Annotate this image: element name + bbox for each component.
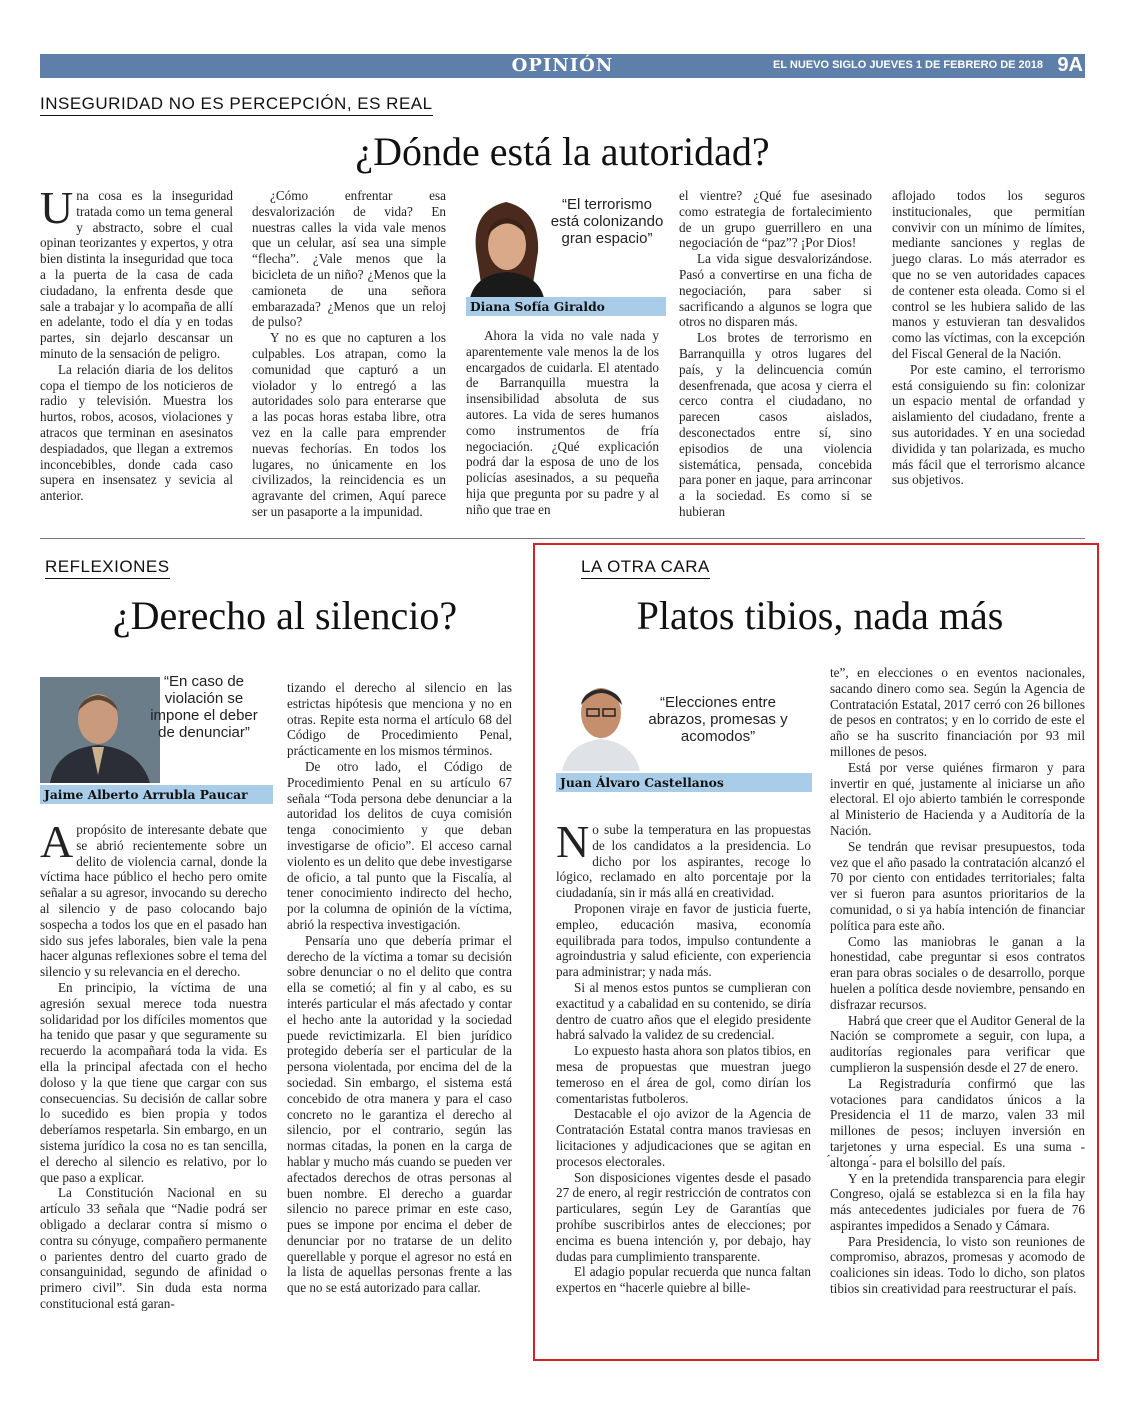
newspaper-date [773, 59, 1043, 71]
paragraph: ¿Cómo enfrentar esa desvalorización de vida? En nuestras calles la vida vale menos que un celular, así sea una simple “flecha”. ¿Vale menos que la bicicleta de un niño? ¿Menos que la camioneta de una señora embarazada? ¿Menos que un reloj de pulso? [252, 188, 446, 330]
paragraph: La relación diaria de los delitos copa el tiempo de los noticieros de radio y televisión. Muestra los hurtos, robos, acosos, violaciones y atracos que terminan en asesinatos despiadados, que llegan a extremos inconcebibles, donde cada caso supera en insensatez y sevicia al anterior. [40, 361, 233, 504]
paragraph: Pensaría uno que debería primar el derecho de la víctima a tomar su decisión sobre denunciar o no el delito que contra ella se cometió; al fin y al cabo, es su interés particular el más afectado y contar el hecho ante la autoridad y la sociedad puede revictimizarla. El bien jurídico protegido debería ser el particular de la persona violentada, por encima del de la sociedad. Sin embargo, el sistema está concebido de otra manera y para el caso concreto no le garantiza el derecho al silencio, por el contrario, según las normas citadas, la ponen en la carga de hablar y mucho más cuando se pueden ver afectados derechos de otras personas al buen nombre. El derecho a guardar silencio no parece primar en este caso, pues se impone por encima el deber de denunciar por no tratarse de un delito querellable y porque el agresor no está en la lista de aquellas personas frente a las que no se está autorizado para callar. [287, 932, 512, 1296]
portrait-illustration [466, 190, 548, 298]
paragraph: propósito de interesante debate que se abrió recientemente sobre un delito de violencia carnal, donde la víctima hace público el hecho pero omite señalar a su agresor, invocando su derecho al silencio y de paso colocando bajo sospecha a todos los que en el pasado han sido sus jefes laborales, bien vale la pena hacer algunas reflexiones sobre el tema del silencio y su relevancia en el derecho. [40, 822, 268, 980]
portrait-illustration [556, 673, 646, 771]
paragraph: La Constitución Nacional en su artículo 33 señala que “Nadie podrá ser obligado a declarar contra sí mismo o contra su cónyuge, compañero permanente o parientes dentro del cuarto grado de consanguinidad, segundo de afinidad o primero civil”. Sin duda esta norma constitucional está garan- [40, 1185, 267, 1311]
paragraph: Proponen viraje en favor de justicia fuerte, empleo, educación masiva, economía equilibrada para todos, impulso contundente a agroindustria y salud eficiente, con experiencia para administrar; y nada más. [556, 900, 811, 980]
author-photo-juan [556, 673, 646, 771]
article1-column-3 [466, 328, 659, 518]
article2-byline: Jaime Alberto Arrubla Paucar [40, 785, 273, 804]
article3-column-2 [830, 665, 1085, 1297]
paragraph: La Registraduría confirmó que las votaciones para candidatos únicos a la Presidencia el 11 de marzo, valen 33 mil millones de pesos; incluyen inversión en tarjetones y urna especial. Es una suma - ́altonga ́- para el bolsillo del país. [830, 1075, 1085, 1170]
paragraph: Son disposiciones vigentes desde el pasado 27 de enero, al regir restricción de contratos con particulares, según Ley de Garantías que prohíbe suscribirlos antes de elecciones; por encima es buena intención y, por debajo, hay dudas para cumplimiento transparente. [556, 1169, 811, 1264]
section-masthead [40, 54, 1085, 78]
paragraph: El adagio popular recuerda que nunca faltan expertos en “hacerle quiebre al bille- [556, 1264, 811, 1296]
article1-title: ¿Dónde está la autoridad? [355, 129, 770, 174]
paragraph: el vientre? ¿Qué fue asesinado como estrategia de fortalecimiento de un grupo guerrillero en una negociación de “paz”? ¡Por Dios! [679, 188, 872, 251]
paragraph: tizando el derecho al silencio en las estrictas hipótesis que menciona y no en otras. Repite esta norma el artículo 68 del Código de Procedimiento Penal, prácticamente en los mismos términos. [287, 680, 512, 759]
paragraph: En principio, la víctima de una agresión sexual merece toda nuestra solidaridad por los difíciles momentos que ha tenido que pasar y que seguramente su recuerdo la acompañará toda la vida. Es ella la principal afectada con el hecho doloso y la que tiene que cargar con sus consecuencias. Su decisión de callar sobre lo sucedido es bien propia y todos deberíamos respetarla. Sin embargo, en un sistema jurídico la cosa no es tan sencilla, el derecho al silencio es relativo, por lo que paso a explicar. [40, 979, 267, 1185]
newspaper-name: EL NUEVO SIGLO [773, 59, 867, 71]
article1-dropcap: U [40, 182, 74, 233]
article1-byline: Diana Sofía Giraldo [466, 297, 666, 316]
section-title: OPINIÓN [511, 55, 614, 76]
paragraph: Se tendrán que revisar presupuestos, toda vez que el año pasado la contratación alcanzó el 70 por ciento con entidades territoriales; falta ver si fueron para asuntos prioritarios de la comunidad, o si ya había intención de financiar política para este año. [830, 838, 1085, 933]
paragraph: o sube la temperatura en las propuestas de los candidatos a la presidencia. Lo dicho por los aspirantes, recoge lo lógico, reclamado en alto porcentaje por la ciudadanía, sin ir más allá en creatividad. [556, 822, 811, 901]
article1-pull-quote: “El terrorismo está colonizando gran espacio” [550, 196, 664, 247]
author-photo-diana [466, 190, 548, 298]
paragraph: aflojado todos los seguros institucionales, que permitían convivir con un mínimo de límites, mediante sanciones y reglas de juego claras. Lo más aterrador es que no se ven autoridades capaces de contener esta oleada. Como si el control se les hubiera salido de las manos y estuvieran tan desvalidos como las víctimas, con la excepción del Fiscal General de la Nación. [892, 188, 1085, 361]
paragraph: Habrá que creer que el Auditor General de la Nación se compromete a seguir, con lupa, a auditorías regionales para verificar que cumplieron la suspensión desde el 27 de enero. [830, 1012, 1085, 1075]
article1-column-5 [892, 188, 1085, 488]
paragraph: na cosa es la inseguridad tratada como un tema general y abstracto, sobre el cual opinan teorizantes y expertos, y otra bien distinta la inseguridad que toca a la puerta de la casa de cada ciudadano, la enfrenta desde que sale a trabajar y lo acompaña de allí en adelante, todo el día y en todas partes, sin dejarlo descansar un minuto de la sensación de peligro. [40, 188, 233, 361]
article3-kicker: LA OTRA CARA [581, 557, 710, 579]
article1-column-2 [252, 188, 446, 520]
issue-date: JUEVES 1 DE FEBRERO DE 2018 [869, 59, 1043, 71]
article3-column-1 [556, 816, 811, 1296]
paragraph: Los brotes de terrorismo en Barranquilla y otros lugares del país, y la delincuencia común desenfrenada, que acosa y cierra el cerco contra el ciudadano, no parecen casos aislados, desconectados entre sí, sino episodios de una violencia sistemática, pensada, concebida para poner en jaque, para arrinconar a la sociedad. Es como si se hubieran [679, 330, 872, 519]
paragraph: Está por verse quiénes firmaron y para invertir en qué, justamente al iniciarse un año electoral. El ojo abierto también le corresponde al Ministerio de Hacienda y a Auditoría de la Nación. [830, 759, 1085, 838]
paragraph: te”, en elecciones o en eventos nacionales, sacando dinero como sea. Según la Agencia de Contratación Estatal, 2017 cerró con 26 billones de pesos en contratos; y en lo corrido de este el año se ha suscrito financiación por 93 mil millones de pesos. [830, 665, 1085, 759]
article1-column-1 [40, 182, 233, 504]
article2-column-2 [287, 680, 512, 1296]
article1-column-4 [679, 188, 872, 520]
section-divider [40, 538, 1085, 539]
paragraph: Por este camino, el terrorismo está consiguiendo su fin: colonizar un espacio mental de orfandad y aislamiento del ciudadano, frente a sus autoridades. Y en una sociedad dividida y tan polarizada, es mucho más fácil que el terrorismo alcance sus objetivos. [892, 361, 1085, 488]
article1-kicker: INSEGURIDAD NO ES PERCEPCIÓN, ES REAL [40, 94, 433, 116]
article2-dropcap: A [40, 816, 74, 867]
article2-column-1 [40, 816, 268, 1312]
article2-kicker: REFLEXIONES [45, 557, 170, 579]
paragraph: De otro lado, el Código de Procedimiento Penal en su artículo 67 señala “Toda persona debe denunciar a la autoridad los delitos de cuya comisión tenga conocimiento y que deban investigarse de oficio”. El acceso carnal violento es un delito que debe investigarse de oficio, a tal punto que la Fiscalía, al tener conocimiento indirecto del hecho, por la columna de opinión de la víctima, abrió la respectiva investigación. [287, 758, 512, 932]
article2-title: ¿Derecho al silencio? [112, 593, 458, 638]
paragraph: Lo expuesto hasta ahora son platos tibios, en mesa de propuestas que muestran juego temeroso en el área de gol, como dirían los comentaristas futboleros. [556, 1043, 811, 1106]
article3-title: Platos tibios, nada más [636, 593, 1004, 638]
paragraph: Ahora la vida no vale nada y aparentemente vale menos la de los encargados de cuidarla. El atentado de Barranquilla muestra la insensibilidad absoluta de sus autores. La vida de seres humanos como instrumentos de fría negociación. ¿Qué explicación podrá dar la esposa de uno de los policías asesinados, a su pequeña hija que pregunta por su padre y al niño que trae en [466, 328, 659, 517]
article3-dropcap: N [556, 816, 590, 867]
article3-byline: Juan Álvaro Castellanos [556, 773, 812, 792]
paragraph: Si al menos estos puntos se cumplieran con exactitud y a cabalidad en su contenido, se diría dentro de cuatro años que el elegido presidente habrá salvado la validez de su credencial. [556, 979, 811, 1043]
paragraph: Para Presidencia, lo visto son reuniones de compromiso, abrazos, promesas y acomodo de coaliciones sin ideas. Todo lo dicho, son platos tibios sin creatividad para reestructurar el país. [830, 1233, 1085, 1297]
article3-pull-quote: “Elecciones entre abrazos, promesas y acomodos” [648, 694, 788, 745]
paragraph: Como las maniobras le ganan a la honestidad, cabe preguntar si esos contratos eran para obras sociales o de desarrollo, porque huelen a política desde noviembre, pensando en disfrazar recursos. [830, 933, 1085, 1012]
article2-pull-quote: “En caso de violación se impone el deber de denunciar” [150, 673, 258, 741]
paragraph: Y en la pretendida transparencia para elegir Congreso, ojalá se establezca si en la fila hay más antecedentes judiciales por fuera de 76 aspirantes impedidos a Senado y Cámara. [830, 1170, 1085, 1233]
paragraph: Destacable el ojo avizor de la Agencia de Contratación Estatal contra manos traviesas en licitaciones y adjudicaciones que se agitan en procesos electorales. [556, 1106, 811, 1169]
paragraph: Y no es que no capturen a los culpables. Los atrapan, como la comunidad que capturó a un violador y lo entregó a las autoridades solo para enterarse que a las pocas horas estaba libre, otra vez en la calle para emprender nuevas fechorías. En todos los lugares, no únicamente en los civilizados, la reincidencia es un agravante del crimen, Aquí parece ser un pasaporte a la impunidad. [252, 330, 446, 519]
paragraph: La vida sigue desvalorizándose. Pasó a convertirse en una ficha de negociación, para saber si sacrificando a algunos se logra que otros no disparen más. [679, 251, 872, 330]
page-number: 9A [1057, 54, 1083, 76]
